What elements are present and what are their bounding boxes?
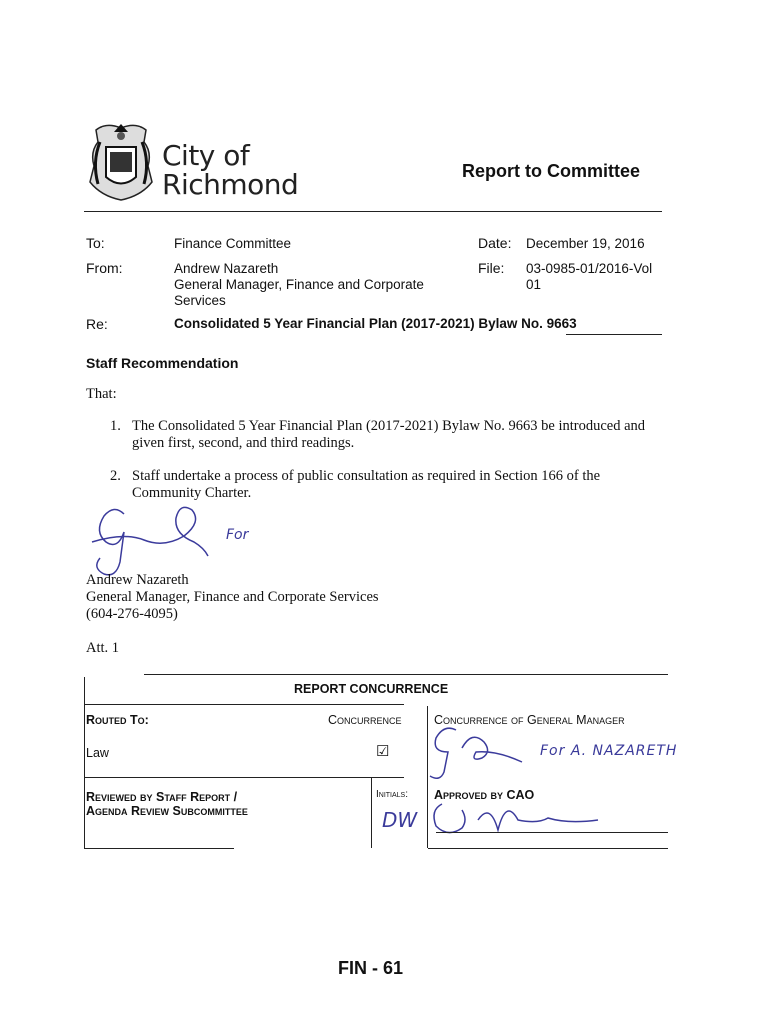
concurrence-left-border <box>84 677 85 849</box>
from-name: Andrew Nazareth <box>174 261 279 276</box>
concurrence-title: REPORT CONCURRENCE <box>294 682 449 696</box>
concurrence-top-line <box>144 674 668 675</box>
to-value: Finance Committee <box>174 236 292 251</box>
concurrence-bottom-line-right <box>428 848 668 849</box>
logo-city-of: City of <box>162 139 250 172</box>
re-value: Consolidated 5 Year Financial Plan (2017-2021) Bylaw No. 9663 <box>174 316 577 331</box>
date-label: Date: <box>478 235 512 251</box>
routed-to-header: Routed To: <box>86 713 149 727</box>
item-2-line-2: Community Charter. <box>132 485 252 501</box>
signature-for-text: For <box>226 527 249 543</box>
item-2-num: 2. <box>110 468 121 484</box>
item-1-num: 1. <box>110 418 121 434</box>
item-1-line-2: given first, second, and third readings. <box>132 435 355 451</box>
file-value-2: 01 <box>526 277 542 292</box>
concurrence-bottom-line-left <box>84 848 234 849</box>
file-value-1: 03-0985-01/2016-Vol <box>526 261 653 276</box>
that-text: That: <box>86 386 117 402</box>
reviewed-by-line-2: Agenda Review Subcommittee <box>86 804 248 818</box>
initials-label: Initials: <box>376 789 409 800</box>
file-label: File: <box>478 260 505 276</box>
signer-phone: (604-276-4095) <box>86 606 178 622</box>
date-value: December 19, 2016 <box>526 236 645 251</box>
to-label: To: <box>86 235 105 251</box>
staff-rec-heading: Staff Recommendation <box>86 355 239 371</box>
page-footer: FIN - 61 <box>338 958 404 978</box>
gm-concurrence-header: Concurrence of General Manager <box>434 713 625 727</box>
gm-for-nazareth: For A. NAZARETH <box>540 743 678 759</box>
routed-law: Law <box>86 746 109 760</box>
initials-handwritten: DW <box>382 808 418 832</box>
law-checkbox[interactable]: ☑ <box>376 743 390 760</box>
city-crest-logo <box>86 122 156 202</box>
gm-signature <box>426 722 536 782</box>
signer-title: General Manager, Finance and Corporate Services <box>86 589 379 605</box>
attachment-note: Att. 1 <box>86 640 120 656</box>
from-title-1: General Manager, Finance and Corporate <box>174 277 424 292</box>
concurrence-header-line <box>84 704 404 705</box>
logo-richmond: Richmond <box>162 168 299 201</box>
re-underline <box>566 334 662 335</box>
concurrence-initials-divider <box>371 778 372 848</box>
re-label: Re: <box>86 316 108 332</box>
cao-signature <box>428 790 600 842</box>
from-title-2: Services <box>174 293 226 308</box>
concurrence-row-line <box>84 777 404 778</box>
from-label: From: <box>86 260 123 276</box>
item-2-line-1: Staff undertake a process of public consultation as required in Section 166 of the <box>132 468 601 484</box>
signer-name: Andrew Nazareth <box>86 572 189 588</box>
item-1-line-1: The Consolidated 5 Year Financial Plan (2017-2021) Bylaw No. 9663 be introduced and <box>132 418 646 434</box>
header-rule <box>84 211 662 212</box>
reviewed-by-line-1: Reviewed by Staff Report / <box>86 790 238 804</box>
approved-by-cao: Approved by CAO <box>434 788 535 802</box>
report-title: Report to Committee <box>462 161 641 181</box>
concurrence-column-header: Concurrence <box>328 713 402 727</box>
cao-signature-line <box>436 832 668 833</box>
